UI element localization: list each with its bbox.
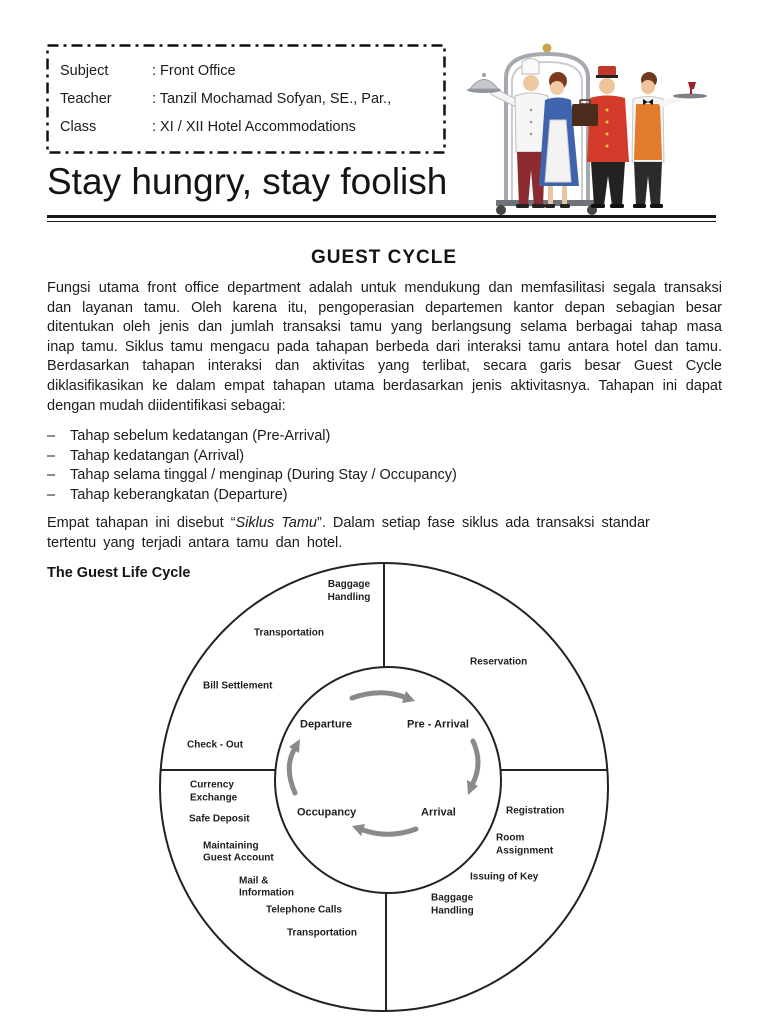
intro-line: Fungsi utama front office department adalah untuk mendukung dan memfasilitasi segala transaksi xyxy=(47,280,722,296)
activity-label: Currency xyxy=(190,779,234,791)
intro-line: dan layanan tamu. Oleh karena itu, pengoperasian departemen kantor depan sebagian besar xyxy=(47,299,722,316)
subject-label: Subject xyxy=(60,63,109,79)
list-bullet: – xyxy=(47,428,56,444)
hotel-staff-illustration xyxy=(462,38,712,216)
list-item-text: Tahap sebelum kedatangan (Pre-Arrival) xyxy=(70,428,331,444)
maid-figure-icon xyxy=(539,72,579,208)
activity-label: Handling xyxy=(431,905,474,917)
activity-label: Bill Settlement xyxy=(203,680,273,692)
list-item-text: Tahap keberangkatan (Departure) xyxy=(70,486,288,503)
activity-label: Assignment xyxy=(496,845,554,857)
activity-label: Guest Account xyxy=(203,852,274,864)
list-item xyxy=(47,447,727,467)
activity-label: Transportation xyxy=(254,627,325,639)
waiter-figure-icon xyxy=(632,72,707,208)
summary-text: ”. Dalam setiap fase siklus ada transaksi standar xyxy=(316,515,650,531)
summary-line-1 xyxy=(47,514,727,534)
bellboy-figure-icon xyxy=(572,66,629,208)
stage-label-departure: Departure xyxy=(300,718,352,731)
intro-line: dengan mudah diidentifikasi sebagai: xyxy=(47,397,286,414)
activity-label: Safe Deposit xyxy=(189,813,250,825)
curved-arrow-icon xyxy=(352,691,415,703)
activity-label: Baggage xyxy=(431,892,474,904)
stage-label-pre-arrival: Pre - Arrival xyxy=(407,718,469,731)
class-row xyxy=(60,118,440,136)
guest-life-cycle-diagram xyxy=(150,552,620,1020)
subject-row xyxy=(60,62,440,80)
list-bullet: – xyxy=(47,486,56,503)
activity-label: Mail & xyxy=(239,875,269,887)
class-label: Class xyxy=(60,119,97,135)
activity-label: Check - Out xyxy=(187,739,244,751)
activity-label: Baggage xyxy=(327,579,371,590)
activity-label: Issuing of Key xyxy=(470,871,539,883)
list-bullet: – xyxy=(47,447,56,464)
intro-line: diklasifikasikan ke dalam empat tahapan utama berdasarkan jenis aktivitasnya. Tahapan ini dapat xyxy=(47,377,722,394)
list-item xyxy=(47,486,727,506)
activity-label: Reservation xyxy=(470,656,528,668)
teacher-label: Teacher xyxy=(60,91,112,107)
intro-line: ditentukan oleh jenis dan jumlah transaksi tamu yang berlangsung selama berbagai tahap masa xyxy=(47,319,722,336)
subject-value: : Front Office xyxy=(152,63,236,79)
intro-line: Berdasarkan tahapan interaksi dan aktivitas yang terlibat, secara garis besar Guest Cycle xyxy=(47,358,722,375)
curved-arrow-icon xyxy=(289,739,300,793)
stage-label-arrival: Arrival xyxy=(421,806,456,819)
list-item-text: Tahap kedatangan (Arrival) xyxy=(70,447,245,464)
summary-line-2: tertentu yang terjadi antara tamu dan hotel. xyxy=(47,534,343,551)
activity-label: Telephone Calls xyxy=(266,904,342,916)
diagram-title: The Guest Life Cycle xyxy=(47,565,191,581)
activity-label: Registration xyxy=(506,805,565,817)
activity-label: Room xyxy=(496,832,525,844)
intro-paragraph xyxy=(47,279,722,416)
activity-label: Information xyxy=(239,887,294,899)
activity-label: Transportation xyxy=(287,927,358,939)
curved-arrow-icon xyxy=(467,741,478,795)
list-bullet: – xyxy=(47,467,56,483)
activity-label: Maintaining xyxy=(203,840,259,852)
summary-italic-term: Siklus Tamu xyxy=(235,515,317,531)
stage-label-occupancy: Occupancy xyxy=(297,806,357,819)
motto-title: Stay hungry, stay foolish xyxy=(47,161,448,202)
list-item xyxy=(47,427,727,447)
summary-paragraph xyxy=(47,514,727,554)
list-item-text: Tahap selama tinggal / menginap (During Stay / Occupancy) xyxy=(70,467,457,483)
activity-label: Exchange xyxy=(190,792,238,804)
activity-label: Handling xyxy=(327,592,371,603)
intro-line: inap tamu. Siklus tamu mengacu pada tahapan berbeda dari interaksi tamu antara hotel dan tamu. xyxy=(47,338,722,355)
inner-circle xyxy=(275,667,501,893)
list-item xyxy=(47,466,727,486)
header-rule-thick xyxy=(47,215,716,218)
section-title: GUEST CYCLE xyxy=(310,247,458,268)
class-value: : XI / XII Hotel Accommodations xyxy=(152,119,356,135)
teacher-value: : Tanzil Mochamad Sofyan, SE., Par., xyxy=(152,91,392,107)
stage-list xyxy=(47,427,727,505)
curved-arrow-icon xyxy=(352,824,416,836)
header-rule-thin xyxy=(47,221,716,222)
summary-text: Empat tahapan ini disebut “ xyxy=(47,515,236,531)
teacher-row xyxy=(60,90,440,108)
